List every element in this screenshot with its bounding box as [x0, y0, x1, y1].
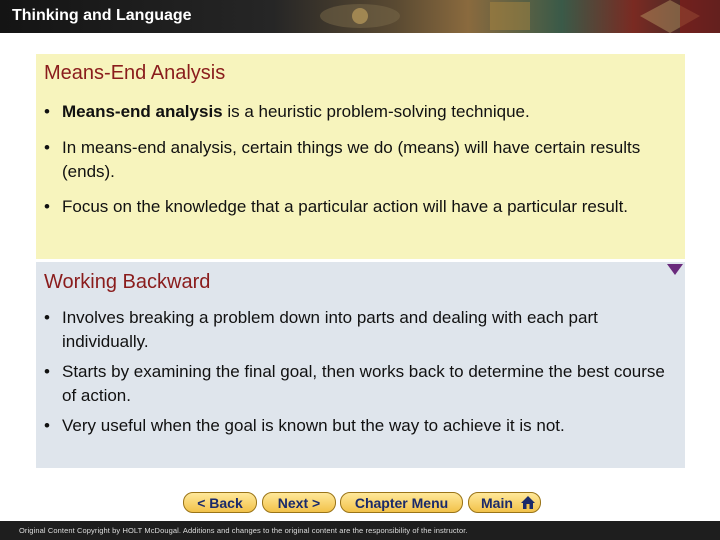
bullet-means-end-1: • Means-end analysis is a heuristic problem-solving technique. [44, 102, 530, 121]
footer-bar [0, 521, 720, 540]
bullet-text: Starts by examining the final goal, then works back to determine the best course of action. [62, 362, 665, 405]
next-button[interactable]: Next > [262, 492, 336, 513]
section-title-means-end: Means-End Analysis [44, 62, 226, 84]
bullet-means-end-2: • In means-end analysis, certain things we do (means) will have certain results (ends). [44, 138, 641, 181]
bullet-working-backward-2: • Starts by examining the final goal, then works back to determine the best course of action. [44, 362, 665, 405]
home-icon [520, 495, 536, 510]
bullet-working-backward-3: • Very useful when the goal is known but the way to achieve it is not. [44, 416, 565, 435]
chapter-menu-button[interactable]: Chapter Menu [340, 492, 463, 513]
main-button-label: Main [481, 495, 513, 511]
bullet-text: Involves breaking a problem down into parts and dealing with each part individually. [62, 308, 598, 351]
header-bar [0, 0, 720, 33]
bullet-text: is a heuristic problem-solving technique. [222, 102, 530, 121]
header-title: Thinking and Language [12, 7, 192, 24]
bullet-text: Focus on the knowledge that a particular action will have a particular result. [62, 197, 629, 216]
copyright-text: Original Content Copyright by HOLT McDougal. Additions and changes to the original content are the responsibility of the instructor. [19, 526, 468, 535]
bullet-text: In means-end analysis, certain things we do (means) will have certain results (ends). [62, 138, 641, 181]
header-decoration [240, 0, 720, 33]
back-button[interactable]: < Back [183, 492, 257, 513]
triangle-down-icon [667, 264, 683, 275]
main-button[interactable] [468, 492, 541, 513]
bullet-text: Very useful when the goal is known but the way to achieve it is not. [62, 416, 565, 435]
section-title-working-backward: Working Backward [44, 271, 211, 293]
bullet-means-end-3: • Focus on the knowledge that a particular action will have a particular result. [44, 197, 629, 216]
bullet-bold-term: Means-end analysis [62, 102, 223, 121]
bullet-working-backward-1: • Involves breaking a problem down into parts and dealing with each part individually. [44, 308, 598, 351]
